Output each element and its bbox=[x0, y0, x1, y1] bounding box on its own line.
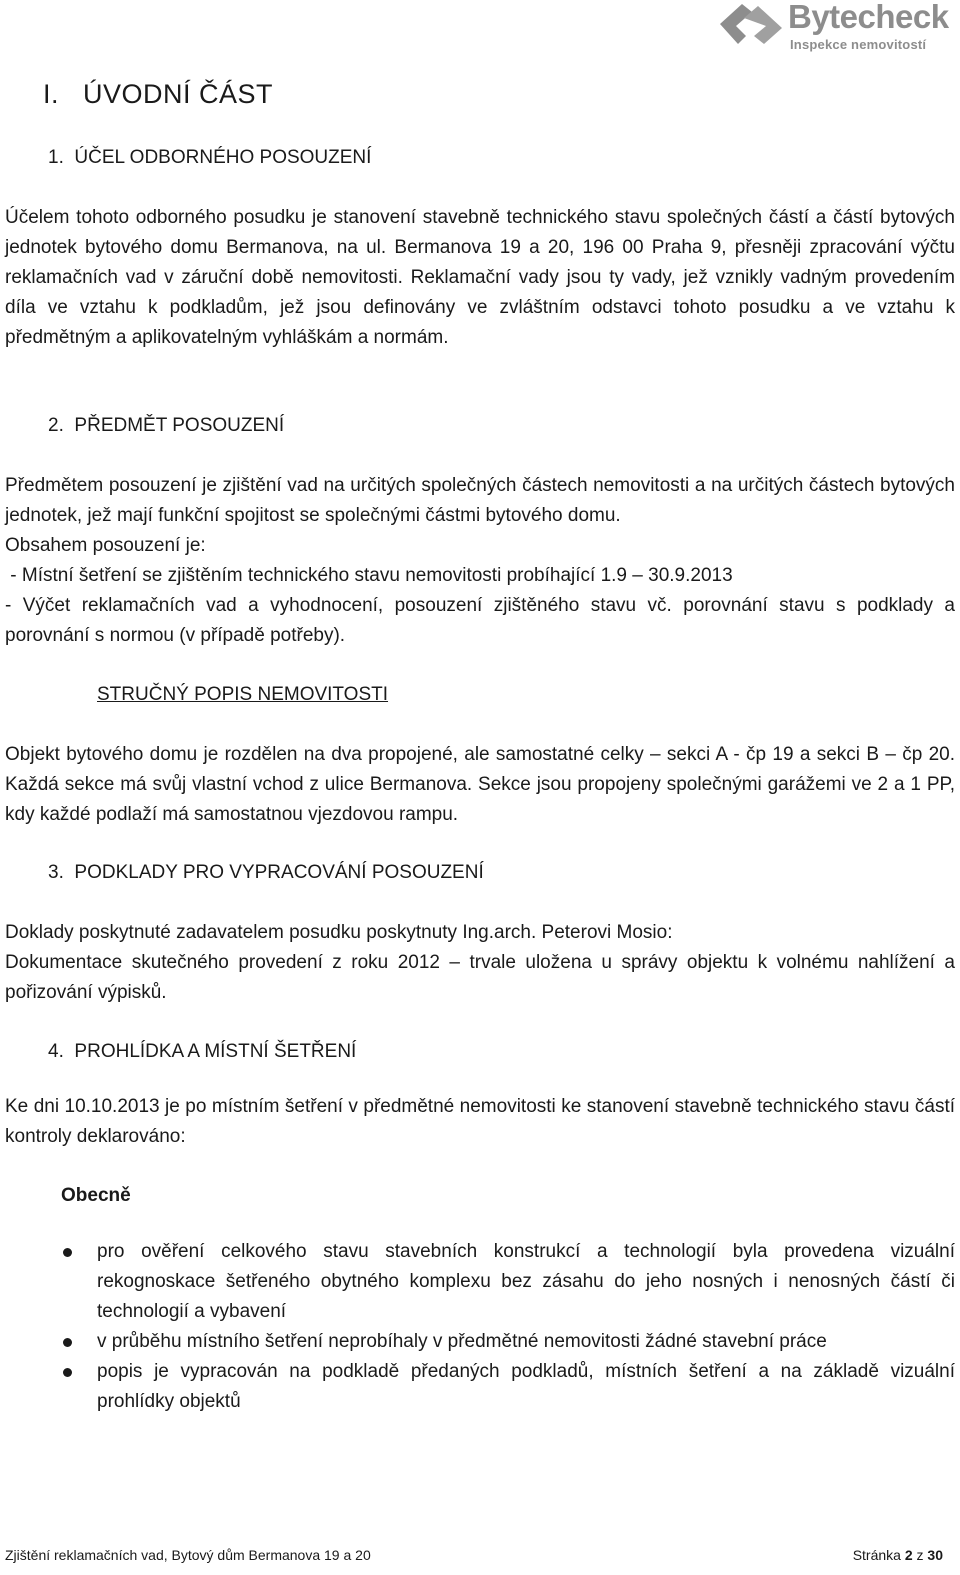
section-4-paragraph: Ke dni 10.10.2013 je po místním šetření v předmětné nemovitosti ke stanovení stavebně technického stavu částí kontroly deklarováno: bbox=[5, 1096, 955, 1147]
total-pages: 30 bbox=[927, 1547, 943, 1563]
logo-tagline: Inspekce nemovitostí bbox=[790, 37, 927, 52]
section-1-paragraph: Účelem tohoto odborného posudku je stanovení stavebně technického stavu společných částí a částí bytových jednotek bytového domu Bermanova, na ul. Bermanova 19 a 20, 196 00 Praha 9, přesněji zpracování výčtu reklamačních vad v záruční době nemovitosti. Reklamační vady jsou ty vady, jež vznikly vadným provedením díla ve vztahu k podkladům, jež jsou definovány ve zvláštním odstavci tohoto posudku a ve vztahu k předmětným a aplikovatelným vyhláškám a normám. bbox=[5, 207, 955, 348]
bullet-icon bbox=[63, 1248, 72, 1257]
list-item: v průběhu místního šetření neprobíhaly v předmětné nemovitosti žádné stavební práce bbox=[5, 1327, 955, 1357]
part-title bbox=[43, 78, 273, 110]
subheading-general: Obecně bbox=[61, 1185, 131, 1206]
footer-document-title: Zjištění reklamačních vad, Bytový dům Bermanova 19 a 20 bbox=[5, 1547, 371, 1563]
current-page: 2 bbox=[904, 1547, 913, 1563]
part-number: I. bbox=[43, 79, 60, 109]
section-2-paragraph-1: Předmětem posouzení je zjištění vad na určitých společných částech nemovitosti a na určitých částech bytových jednotek, jež mají funkční spojitost se společnými částmi bytového domu. bbox=[5, 475, 955, 526]
section-2-heading: 2. PŘEDMĚT POSOUZENÍ bbox=[48, 415, 285, 436]
company-logo bbox=[718, 0, 954, 58]
section-2-item-1: - Místní šetření se zjištěním technického stavu nemovitosti probíhající 1.9 – 30.9.2013 bbox=[5, 565, 733, 586]
section-3-paragraph-1: Doklady poskytnuté zadavatelem posudku poskytnuty Ing.arch. Peterovi Mosio: bbox=[5, 922, 673, 943]
list-item: pro ověření celkového stavu stavebních konstrukcí a technologií byla provedena vizuální rekognoskace šetřeného obytného komplexu bez zásahu do jeho nosných i nenosných částí či technologií a vybavení bbox=[5, 1237, 955, 1327]
section-1-heading: 1. ÚČEL ODBORNÉHO POSOUZENÍ bbox=[48, 147, 372, 168]
bullet-icon bbox=[63, 1368, 72, 1377]
section-2-item-2: - Výčet reklamačních vad a vyhodnocení, posouzení zjištěného stavu vč. porovnání stavu s podklady a porovnání s normou (v případě potřeby). bbox=[5, 595, 955, 646]
logo-mark-icon bbox=[718, 2, 784, 46]
section-4-heading: 4. PROHLÍDKA A MÍSTNÍ ŠETŘENÍ bbox=[48, 1041, 357, 1062]
logo-name: Bytecheck bbox=[788, 0, 949, 35]
section-3-heading: 3. PODKLADY PRO VYPRACOVÁNÍ POSOUZENÍ bbox=[48, 862, 484, 883]
list-item: popis je vypracován na podkladě předaných podkladů, místních šetření a na základě vizuální prohlídky objektů bbox=[5, 1357, 955, 1417]
bullet-icon bbox=[63, 1338, 72, 1347]
section-3-paragraph-2: Dokumentace skutečného provedení z roku 2012 – trvale uložena u správy objektu k volnému nahlížení a pořizování výpisků. bbox=[5, 952, 955, 1003]
footer-page-number: Stránka 2 z 30 bbox=[852, 1547, 943, 1563]
general-bullet-list bbox=[5, 1237, 955, 1417]
part-title-text: ÚVODNÍ ČÁST bbox=[83, 79, 274, 109]
section-2-paragraph-2: Obsahem posouzení je: bbox=[5, 535, 206, 556]
description-paragraph: Objekt bytového domu je rozdělen na dva propojené, ale samostatné celky – sekci A - čp 19 a sekci B – čp 20. Každá sekce má svůj vlastní vchod z ulice Bermanova. Sekce jsou propojeny společnými garážemi ve 2 a 1 PP, kdy každé podlaží má samostatnou vjezdovou rampu. bbox=[5, 744, 955, 825]
description-heading: STRUČNÝ POPIS NEMOVITOSTI bbox=[97, 684, 389, 705]
